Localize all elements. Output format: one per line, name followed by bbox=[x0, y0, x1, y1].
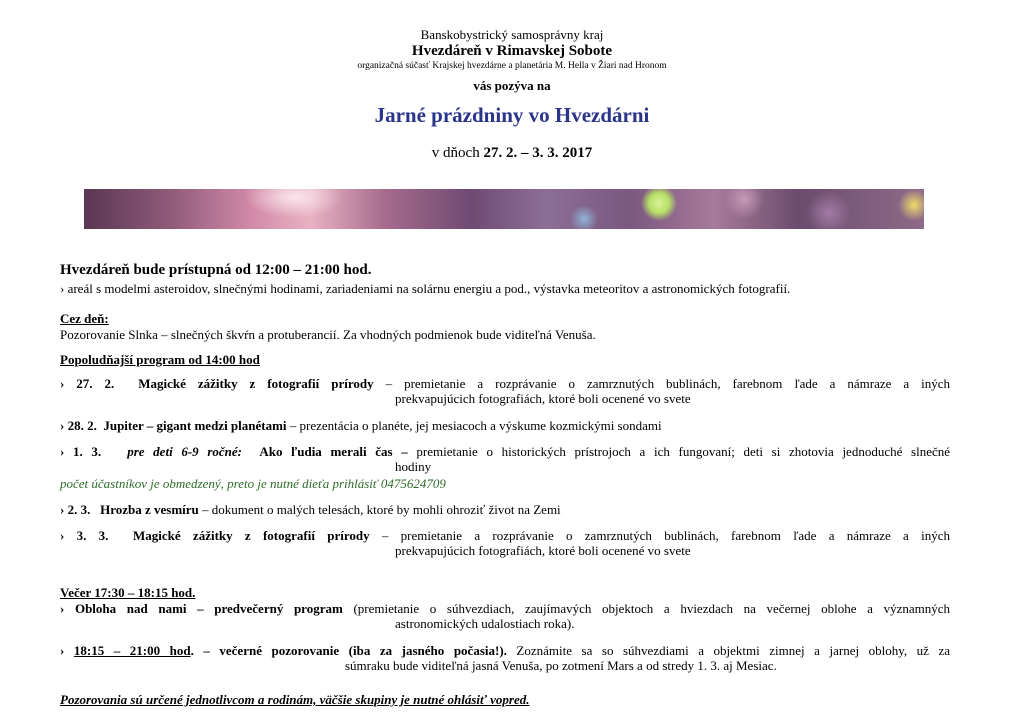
access-text: › areál s modelmi asteroidov, slnečnými hodinami, zariadeniami na solárnu energiu a pod., výstavka meteoritov a astronomických fotografií. bbox=[60, 281, 791, 296]
day-heading: Cez deň: bbox=[60, 311, 109, 326]
program-date: › 3. 3. bbox=[60, 528, 109, 543]
evening-item-observation bbox=[60, 643, 950, 658]
invitation-text: vás pozýva na bbox=[473, 78, 551, 93]
program-title: Ako ľudia merali čas – bbox=[259, 444, 408, 459]
program-description: – dokument o malých telesách, ktoré by mohli ohroziť život na Zemi bbox=[198, 502, 561, 517]
evening-item-description: (premietanie o súhvezdiach, zaujímavých objektoch a hviezdach na večernej oblohe a významných bbox=[342, 601, 950, 616]
dates-prefix: v dňoch bbox=[431, 145, 484, 161]
observatory-name: Hvezdáreň v Rimavskej Sobote bbox=[411, 43, 613, 59]
region-name: Banskobystrický samosprávny kraj bbox=[420, 27, 604, 42]
program-title: Jupiter – gigant medzi planétami bbox=[103, 418, 287, 433]
program-item-3-3-continued: prekvapujúcich fotografiách, ktoré boli ocenené vo svete bbox=[395, 543, 691, 558]
program-age-group: pre deti 6-9 ročné: bbox=[127, 444, 243, 459]
program-date: › 28. 2. bbox=[60, 418, 97, 433]
evening-item-observation-continued: súmraku bude viditeľná jasná Venuša, po zotmení Mars a od stredy 1. 3. aj Mesiac. bbox=[345, 658, 777, 673]
program-title: Magické zážitky z fotografií prírody bbox=[132, 528, 370, 543]
evening-item-title: . – večerné pozorovanie (iba za jasného počasia!). bbox=[190, 643, 507, 658]
day-text: Pozorovanie Slnka – slnečných škvŕn a protuberancií. Za vhodných podmienok bude viditeľná Venuša. bbox=[60, 327, 596, 342]
evening-observation-time: 18:15 – 21:00 hod bbox=[73, 643, 191, 658]
evening-item-sky-continued: astronomických udalostiach roka). bbox=[395, 616, 575, 631]
program-description: – premietanie a rozprávanie o zamrznutých bublinách, farebnom ľade a námraze a iných bbox=[369, 528, 950, 543]
evening-item-sky bbox=[60, 601, 950, 616]
program-item-1-3-continued: hodiny bbox=[395, 459, 432, 474]
dates-value: 27. 2. – 3. 3. 2017 bbox=[483, 145, 593, 161]
program-item-28-2 bbox=[60, 418, 662, 434]
program-item-3-3 bbox=[60, 528, 950, 543]
afternoon-heading: Popoludňajší program od 14:00 hod bbox=[60, 352, 260, 367]
registration-note: počet účastníkov je obmedzený, preto je nutné dieťa prihlásiť 0475624709 bbox=[60, 476, 446, 491]
program-item-2-3 bbox=[60, 502, 561, 518]
program-description: – prezentácia o planéte, jej mesiacoch a výskume kozmickými sondami bbox=[286, 418, 662, 433]
program-item-27-2 bbox=[60, 376, 950, 391]
program-item-27-2-continued: prekvapujúcich fotografiách, ktoré boli ocenené vo svete bbox=[395, 391, 691, 406]
program-description: – premietanie a rozprávanie o zamrznutých bublinách, farebnom ľade a námraze a iných bbox=[373, 376, 950, 391]
affiliation-text: organizačná súčasť Krajskej hvezdárne a planetária M. Hella v Žiari nad Hronom bbox=[357, 61, 667, 71]
decorative-banner-image bbox=[84, 189, 924, 229]
evening-heading: Večer 17:30 – 18:15 hod. bbox=[60, 585, 196, 600]
evening-arrow: › bbox=[60, 643, 74, 658]
program-date: › 27. 2. bbox=[60, 376, 115, 391]
access-heading: Hvezdáreň bude prístupná od 12:00 – 21:00 hod. bbox=[60, 262, 372, 278]
evening-item-title: › Obloha nad nami – predvečerný program bbox=[60, 601, 343, 616]
program-description: premietanie o historických prístrojoch a ich fungovaní; deti si zhotovia jednoduché slnečné bbox=[407, 444, 951, 459]
event-title: Jarné prázdniny vo Hvezdárni bbox=[374, 103, 650, 127]
program-date: › 2. 3. bbox=[60, 502, 91, 517]
program-item-1-3 bbox=[60, 444, 950, 459]
evening-item-description: Zoznámite sa so súhvezdiami a objektmi zimnej a jarnej oblohy, už za bbox=[506, 643, 950, 658]
event-dates bbox=[0, 145, 1024, 162]
footer-note: Pozorovania sú určené jednotlivcom a rodinám, väčšie skupiny je nutné ohlásiť vopred. bbox=[60, 692, 530, 707]
program-date: › 1. 3. bbox=[60, 444, 102, 459]
program-title: Hrozba z vesmíru bbox=[100, 502, 199, 517]
program-title: Magické zážitky z fotografií prírody bbox=[138, 376, 374, 391]
